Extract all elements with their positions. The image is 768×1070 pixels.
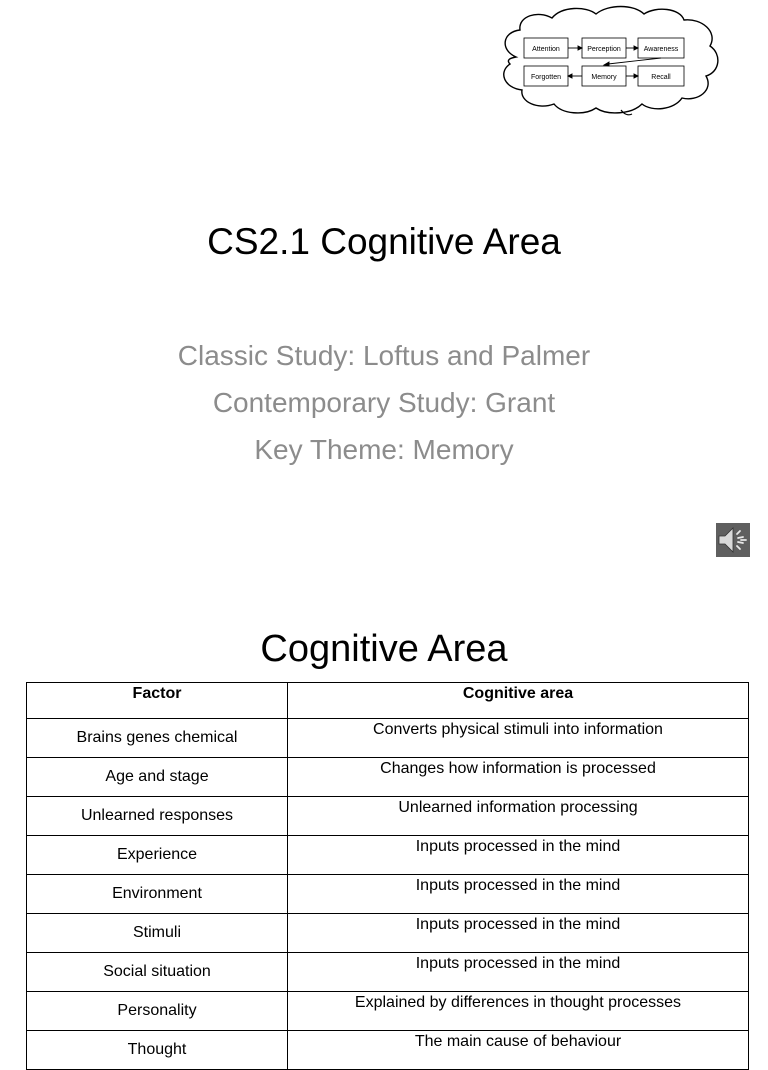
cell-cognitive-area: Inputs processed in the mind xyxy=(288,953,749,992)
cell-factor: Unlearned responses xyxy=(27,797,288,836)
diagram-box-memory xyxy=(582,66,626,86)
table-header-row xyxy=(27,683,749,719)
cell-factor: Experience xyxy=(27,836,288,875)
box-recall-label: Recall xyxy=(651,74,671,81)
cell-cognitive-area: Explained by differences in thought processes xyxy=(288,992,749,1031)
box-forgotten-label: Forgotten xyxy=(531,74,561,81)
cell-factor: Personality xyxy=(27,992,288,1031)
table-row xyxy=(27,758,749,797)
box-attention-label: Attention xyxy=(532,46,560,53)
diagram-box-forgotten xyxy=(524,66,568,86)
cell-cognitive-area: Converts physical stimuli into information xyxy=(288,719,749,758)
diagram-box-attention xyxy=(524,38,568,58)
cell-factor: Social situation xyxy=(27,953,288,992)
subtitle-block xyxy=(0,332,768,473)
diagram-box-awareness xyxy=(638,38,684,58)
subtitle-key-theme: Key Theme: Memory xyxy=(254,434,514,465)
box-perception-label: Perception xyxy=(587,46,621,53)
memory-cloud-diagram xyxy=(496,2,722,120)
diagram-box-perception xyxy=(582,38,626,58)
table-row xyxy=(27,719,749,758)
cell-cognitive-area: Changes how information is processed xyxy=(288,758,749,797)
table-row xyxy=(27,914,749,953)
cell-factor: Brains genes chemical xyxy=(27,719,288,758)
header-cognitive-area: Cognitive area xyxy=(288,683,749,719)
cell-cognitive-area: Inputs processed in the mind xyxy=(288,875,749,914)
cell-factor: Environment xyxy=(27,875,288,914)
cell-factor: Thought xyxy=(27,1031,288,1070)
cell-cognitive-area: The main cause of behaviour xyxy=(288,1031,749,1070)
cloud-outline xyxy=(504,7,718,113)
cell-cognitive-area: Inputs processed in the mind xyxy=(288,914,749,953)
table-row xyxy=(27,992,749,1031)
box-memory-label: Memory xyxy=(591,74,617,81)
cell-cognitive-area: Inputs processed in the mind xyxy=(288,836,749,875)
cognitive-area-table xyxy=(26,682,749,1070)
slide-title: CS2.1 Cognitive Area xyxy=(207,221,561,262)
speaker-icon[interactable] xyxy=(716,523,750,557)
box-awareness-label: Awareness xyxy=(643,46,679,53)
slide-divider xyxy=(0,579,768,580)
diagram-box-recall xyxy=(638,66,684,86)
cell-cognitive-area: Unlearned information processing xyxy=(288,797,749,836)
table-row xyxy=(27,797,749,836)
cell-factor: Stimuli xyxy=(27,914,288,953)
subtitle-classic-study: Classic Study: Loftus and Palmer xyxy=(177,340,591,371)
table-row xyxy=(27,953,749,992)
table-row xyxy=(27,1031,749,1070)
table-row xyxy=(27,875,749,914)
table-slide-title: Cognitive Area xyxy=(260,628,508,670)
cell-factor: Age and stage xyxy=(27,758,288,797)
header-factor: Factor xyxy=(27,683,288,719)
subtitle-contemporary-study: Contemporary Study: Grant xyxy=(212,387,556,418)
table-row xyxy=(27,836,749,875)
